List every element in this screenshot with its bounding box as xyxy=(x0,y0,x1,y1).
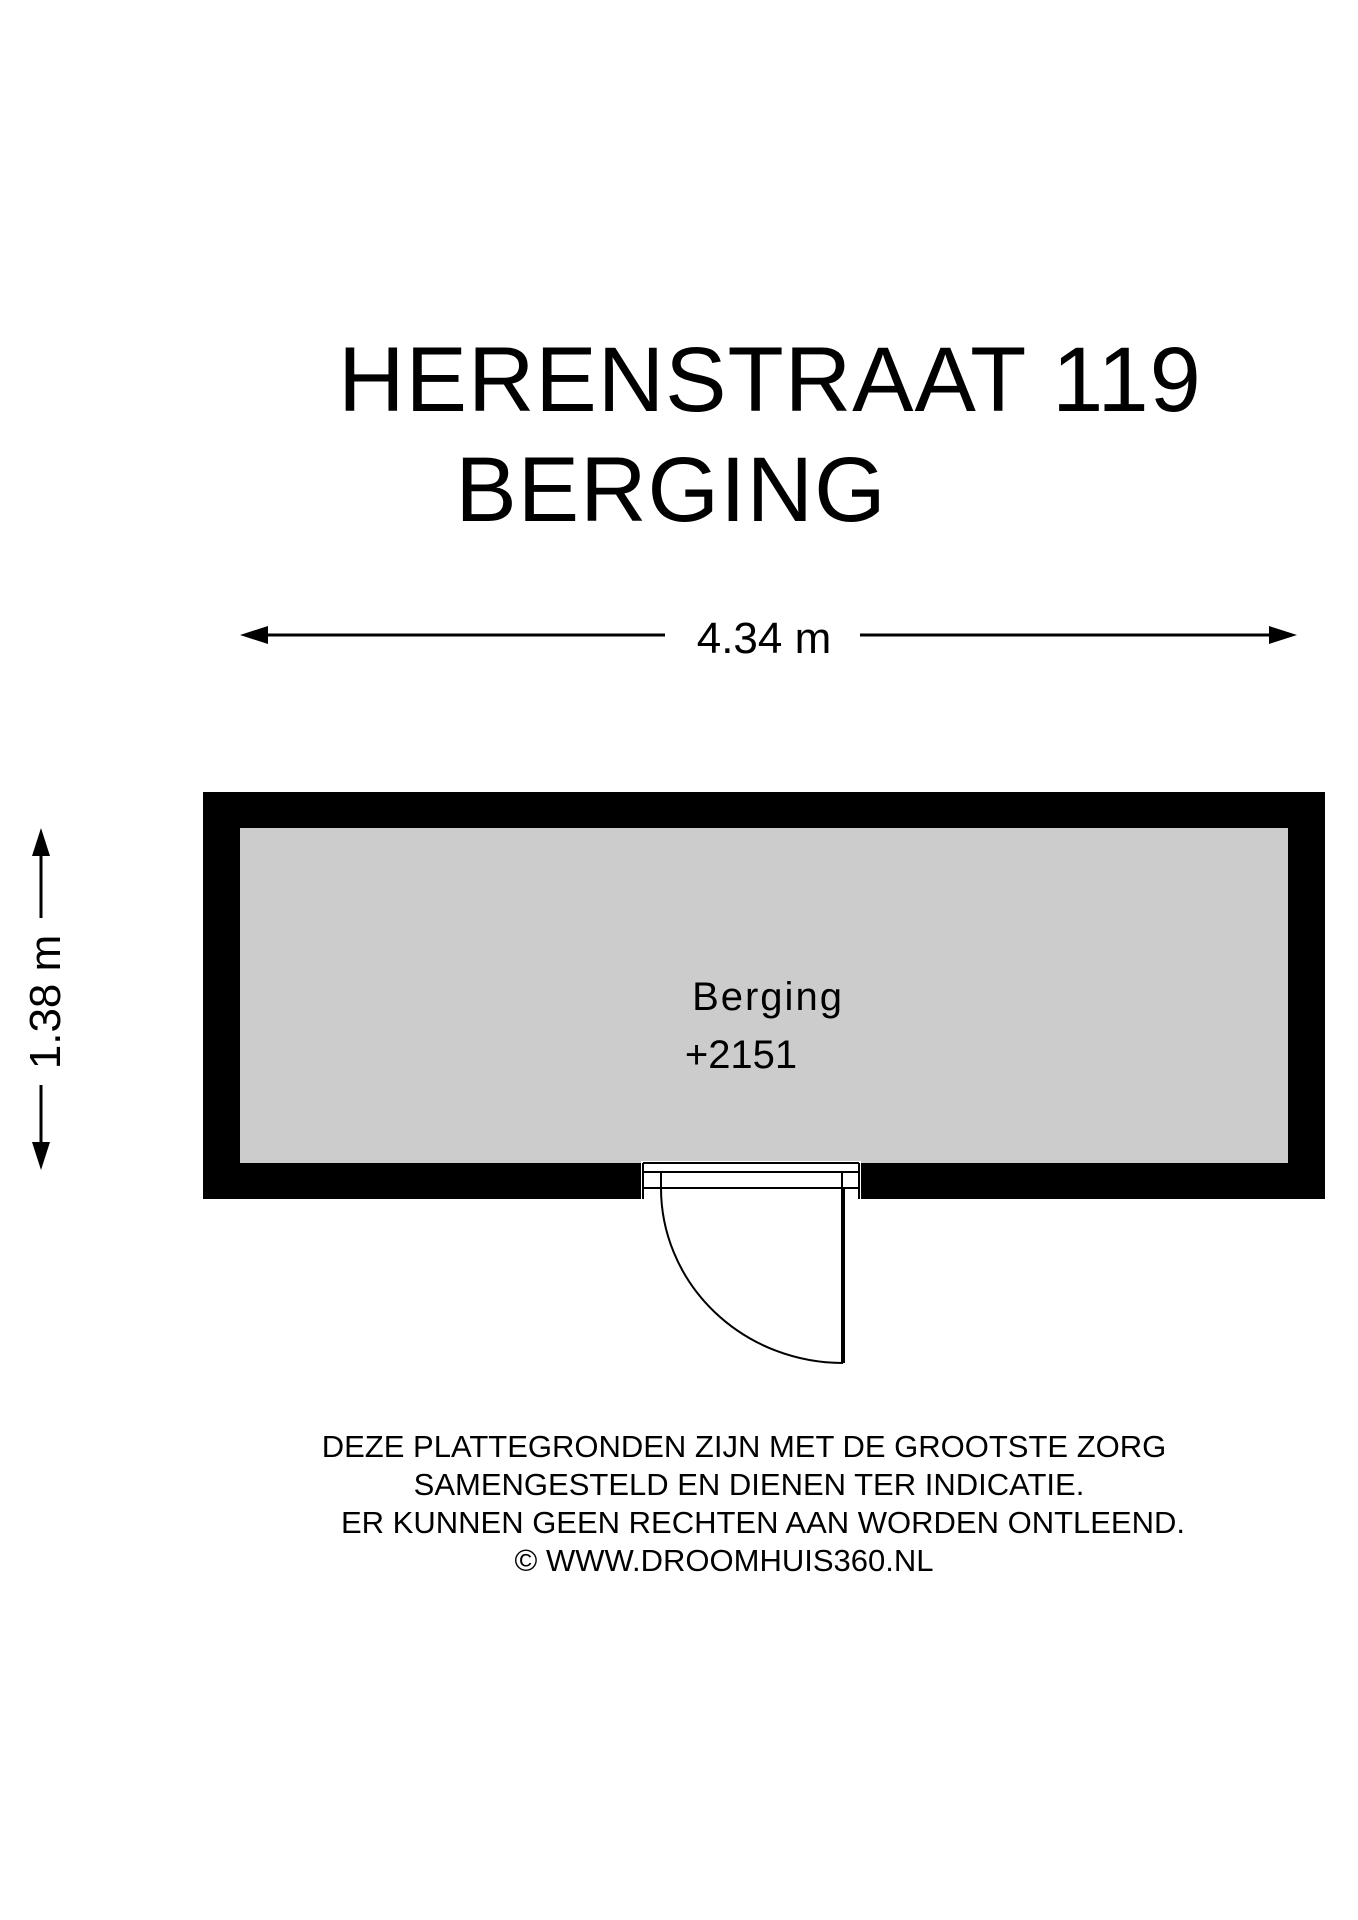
door-opening xyxy=(641,1161,861,1201)
width-dimension xyxy=(240,614,1297,663)
disclaimer-line-1: DEZE PLATTEGRONDEN ZIJN MET DE GROOTSTE ZORG xyxy=(321,1429,1167,1464)
disclaimer-line-2: SAMENGESTELD EN DIENEN TER INDICATIE. xyxy=(413,1467,1085,1502)
height-dimension-label: 1.38 m xyxy=(21,934,70,1070)
arrow-left-icon xyxy=(240,626,268,644)
floor-title: BERGING xyxy=(455,439,887,541)
room-level-label: +2151 xyxy=(684,1033,798,1077)
door-swing-arc xyxy=(661,1188,843,1363)
arrow-right-icon xyxy=(1269,626,1297,644)
width-dimension-label: 4.34 m xyxy=(696,614,832,663)
disclaimer-line-3: ER KUNNEN GEEN RECHTEN AAN WORDEN ONTLEEND. xyxy=(341,1505,1185,1540)
copyright-line: © WWW.DROOMHUIS360.NL xyxy=(514,1543,934,1578)
arrow-up-icon xyxy=(32,828,50,856)
disclaimer xyxy=(0,1428,1358,1580)
arrow-down-icon xyxy=(32,1142,50,1170)
door-leaf xyxy=(841,1188,845,1363)
address-title: HERENSTRAAT 119 xyxy=(338,329,1202,431)
height-dimension xyxy=(21,828,70,1170)
room-name-label: Berging xyxy=(692,975,844,1019)
